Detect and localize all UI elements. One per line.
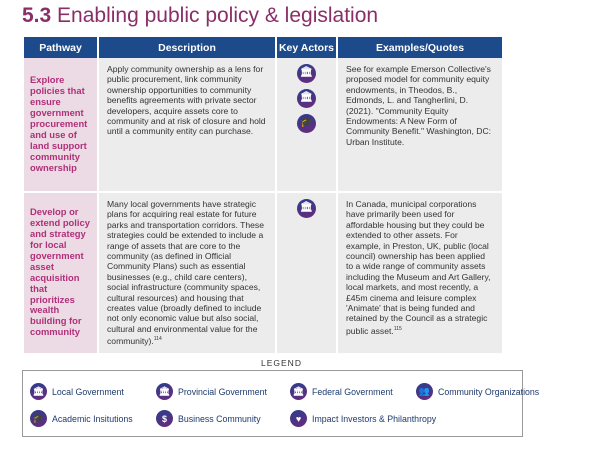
legend-item <box>30 383 124 400</box>
legend-title: LEGEND <box>255 358 308 368</box>
federal-government-icon: 🏛 <box>290 383 307 400</box>
local-government-icon: 🏛 <box>30 383 47 400</box>
legend-item <box>156 383 267 400</box>
description-cell: Apply community ownership as a lens for public procurement, link community ownership opportunities to community benefits agreements with private sector developers, acquire assets core to community and at risk of closure and hold until a community entity can purchase. <box>99 58 275 191</box>
legend-label: Federal Government <box>312 386 393 397</box>
legend-item <box>290 410 436 427</box>
legend-item <box>416 383 539 400</box>
legend-label: Academic Insitutions <box>52 413 133 424</box>
pathway-cell: Develop or extend policy and strategy for local government asset acquisition that prioritizes wealth building for community <box>24 191 97 353</box>
academic-institutions-icon: 🎓 <box>297 114 316 133</box>
legend-label: Impact Investors & Philanthropy <box>312 413 437 424</box>
key-actors-cell <box>277 191 336 353</box>
legend-label: Local Government <box>52 386 124 397</box>
academic-institutions-icon: 🎓 <box>30 410 47 427</box>
header-description: Description <box>99 37 275 58</box>
page-title <box>22 4 378 28</box>
legend-label: Provincial Government <box>178 386 267 397</box>
description-text: Many local governments have strategic plans for acquiring real estate for future parks and transportation corridors. These strategies could be extended to include a range of assets that are core to the community (as defined in Official Community Plans) such as essential businesses (e.g., child care centers), social infrastructure (community spaces, cultural resources) and housing that creates value (broadly defined to include not only economic value but also social, cultural and environmental value for the community). <box>107 199 264 347</box>
table-row <box>24 58 502 191</box>
key-actors-cell <box>277 58 336 191</box>
community-organizations-icon: 👥 <box>416 383 433 400</box>
legend-item <box>30 410 133 427</box>
impact-investors-icon: ♥ <box>290 410 307 427</box>
description-cell <box>99 191 275 353</box>
legend-item <box>156 410 261 427</box>
footnote-ref: 114 <box>153 336 162 343</box>
legend-item <box>290 383 393 400</box>
table-header <box>24 37 502 58</box>
local-government-icon: 🏛 <box>297 199 316 218</box>
provincial-government-icon: 🏛 <box>156 383 173 400</box>
section-title: Enabling public policy & legislation <box>57 4 379 27</box>
table-row <box>24 191 502 353</box>
header-examples: Examples/Quotes <box>338 37 502 58</box>
example-cell: See for example Emerson Collective's proposed model for community equity endowments, in Theodos, B., Edmonds, L. and Tangherlini, D. (2021). "Community Equity Endowments: A New Form of Community Benefit." Washington, DC: Urban Institute. <box>338 58 502 191</box>
example-text: In Canada, municipal corporations have primarily been used for affordable housing but they could be extended to other assets. For example, in Preston, UK, public (local council) ownership has been applied to a wide range of community assets including the Museum and Art Gallery, local markets, and most recently, a £45m cinema and leisure complex 'Animate' that is being funded and retained by the Council as a strategic public asset. <box>346 199 491 336</box>
legend-label: Business Community <box>178 413 261 424</box>
header-key-actors: Key Actors <box>277 37 336 58</box>
local-government-icon: 🏛 <box>297 64 316 83</box>
policy-table <box>22 37 504 353</box>
header-pathway: Pathway <box>24 37 97 58</box>
business-community-icon: $ <box>156 410 173 427</box>
provincial-government-icon: 🏛 <box>297 89 316 108</box>
section-number: 5.3 <box>22 4 52 27</box>
pathway-cell: Explore policies that ensure government procurement and use of land support community ownership <box>24 58 97 191</box>
footnote-ref: 115 <box>393 325 402 332</box>
legend-label: Community Organizations <box>438 386 540 397</box>
example-cell <box>338 191 502 353</box>
